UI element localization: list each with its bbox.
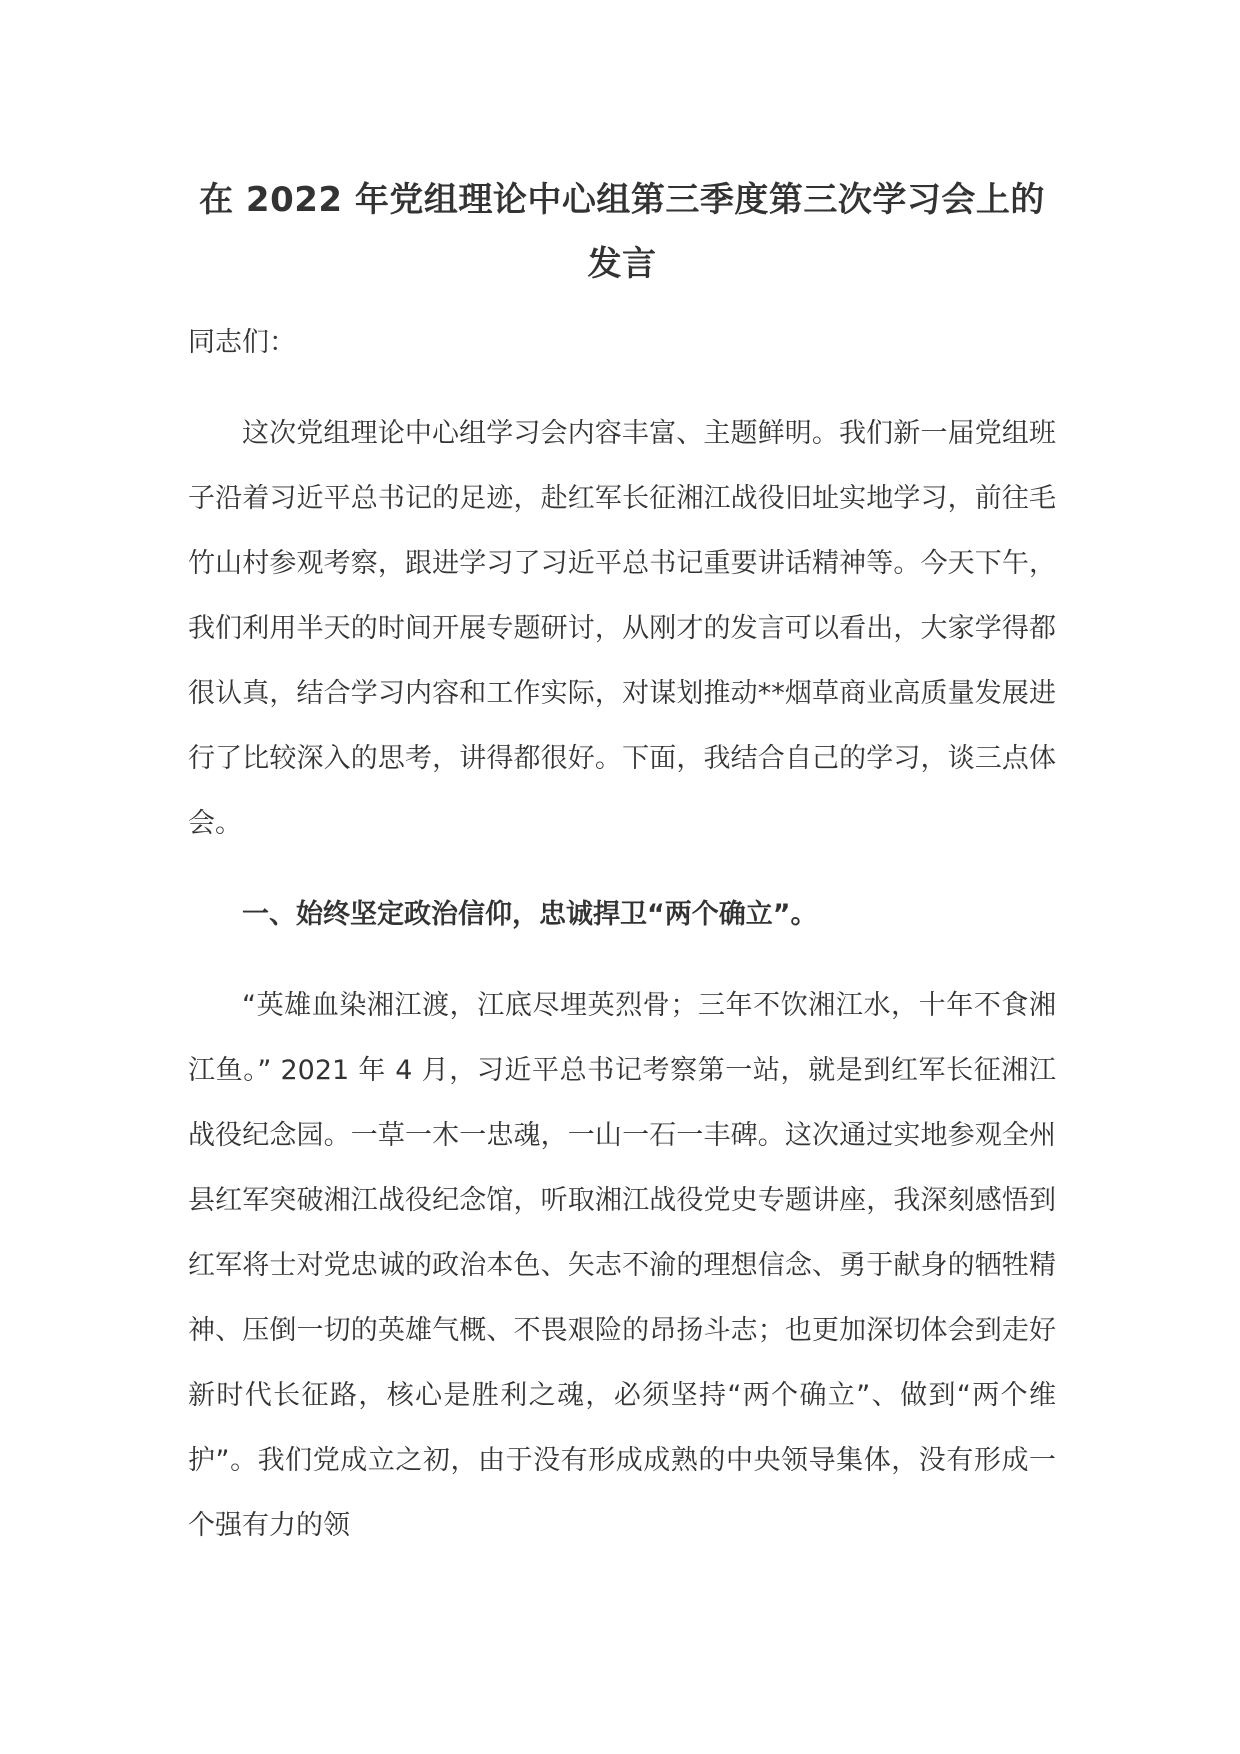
document-title: 在 2022 年党组理论中心组第三季度第三次学习会上的发言 bbox=[199, 180, 1045, 284]
intro-paragraph: 这次党组理论中心组学习会内容丰富、主题鲜明。我们新一届党组班子沿着习近平总书记的足迹，赴红军长征湘江战役旧址实地学习，前往毛竹山村参观考察，跟进学习了习近平总书记重要讲话精神等。今天下午，我们利用半天的时间开展专题研讨，从刚才的发言可以看出，大家学得都很认真，结合学习内容和工作实际，对谋划推动**烟草商业高质量发展进行了比较深入的思考，讲得都很好。下面，我结合自己的学习，谈三点体会。 bbox=[188, 418, 1056, 839]
document-page bbox=[188, 168, 1056, 1558]
section-paragraph: “英雄血染湘江渡，江底尽埋英烈骨；三年不饮湘江水，十年不食湘江鱼。” 2021 年 4 月，习近平总书记考察第一站，就是到红军长征湘江战役纪念园。一草一木一忠魂，一山一石一丰碑。这次通过实地参观全州县红军突破湘江战役纪念馆，听取湘江战役党史专题讲座，我深刻感悟到红军将士对党忠诚的政治本色、矢志不渝的理想信念、勇于献身的牺牲精神、压倒一切的英雄气概、不畏艰险的昂扬斗志；也更加深切体会到走好新时代长征路，核心是胜利之魂，必须坚持“两个确立”、做到“两个维护”。我们党成立之初，由于没有形成成熟的中央领导集体，没有形成一个强有力的领 bbox=[188, 990, 1056, 1541]
section-heading: 一、始终坚定政治信仰，忠诚捍卫“两个确立”。 bbox=[242, 899, 818, 930]
salutation: 同志们： bbox=[188, 327, 296, 358]
